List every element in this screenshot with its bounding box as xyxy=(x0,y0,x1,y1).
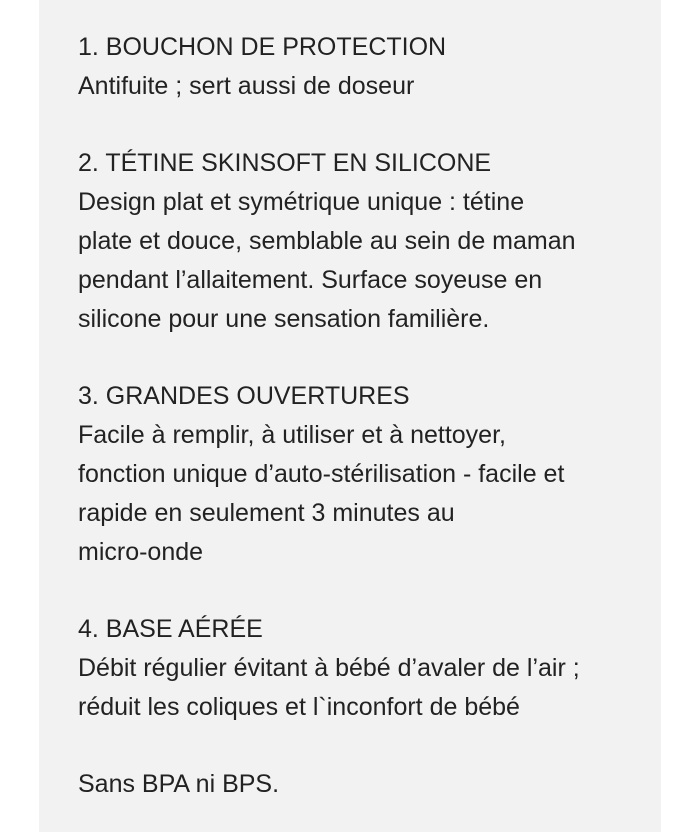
feature-title: 3. GRANDES OUVERTURES xyxy=(78,382,410,410)
bpa-free-note xyxy=(78,765,661,804)
feature-description-line: Design plat et symétrique unique : tétine xyxy=(78,188,525,216)
feature-description-line: Facile à remplir, à utiliser et à nettoyer, xyxy=(78,421,506,449)
feature-description-line: pendant l’allaitement. Surface soyeuse en xyxy=(78,266,543,294)
feature-section-protection-cap xyxy=(78,28,661,106)
feature-section-wide-openings xyxy=(78,377,661,572)
feature-title: 2. TÉTINE SKINSOFT EN SILICONE xyxy=(78,149,492,177)
feature-description-line: silicone pour une sensation familière. xyxy=(78,305,490,333)
feature-section-vented-base xyxy=(78,610,661,727)
feature-title: 1. BOUCHON DE PROTECTION xyxy=(78,33,447,61)
footer-text: Sans BPA ni BPS. xyxy=(78,770,280,798)
feature-section-silicone-nipple xyxy=(78,144,661,339)
feature-description-line: micro-onde xyxy=(78,538,204,566)
feature-description-line: réduit les coliques et l`inconfort de bébé xyxy=(78,693,520,721)
feature-description-line: plate et douce, semblable au sein de maman xyxy=(78,227,576,255)
feature-description-line: rapide en seulement 3 minutes au xyxy=(78,499,455,527)
feature-description-line: fonction unique d’auto-stérilisation - facile et xyxy=(78,460,565,488)
feature-title: 4. BASE AÉRÉE xyxy=(78,615,263,643)
feature-description-line: Antifuite ; sert aussi de doseur xyxy=(78,72,415,100)
product-features-panel xyxy=(39,0,661,832)
feature-description-line: Débit régulier évitant à bébé d’avaler de l’air ; xyxy=(78,654,580,682)
